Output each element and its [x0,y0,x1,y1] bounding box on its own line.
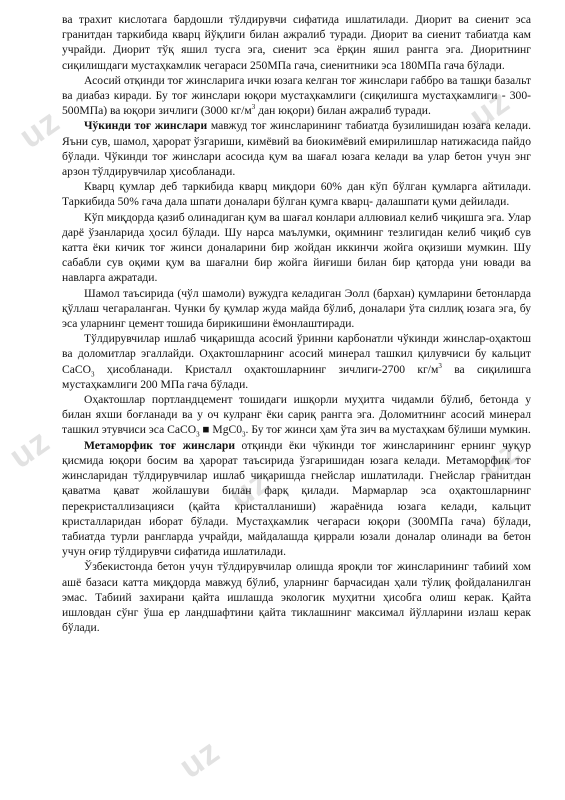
paragraph-text: ■ MgC0 [199,423,243,437]
watermark: uz [2,422,57,477]
paragraph-text: Тўлдирувчилар ишлаб чиқаришда асосий ўринни карбонатли чўкинди жинслар-оҳактош ва доломитлар эгаллайди. Оҳактошларнинг асосий минерал ташкил қилувчиси бу кальцит CaCO [62,332,531,376]
document-body [62,12,531,635]
section-heading: Метаморфик тоғ жинслари [84,438,235,452]
paragraph-text: Шамол таъсирида (чўл шамоли) вужудга келадиган Эолл (бархан) қумларини бетонларда қўллаш чегараланган. Чунки бу қумлар жуда майда бўлиб, доналари ўта силлиқ юзага эга, бу эса уларнинг цемент тошида бирикишини ёмонлаштиради. [62,286,531,331]
paragraph-text: отқинди ёки чўкинди тоғ жинсларининг ернинг чуқур қисмида юқори босим ва ҳарорат таъсирида ўзгаришидан юзага келади. Метаморфик тоғ жинсларидан тўлдирувчилар ишлаб чиқаришда гнейслар ишлатилади. Гнейслар гранитдан қаватма қават жойлашуви билан фарқ қилади. Мармарлар эса оҳактошларнинг перекристаллизацияси (қайта кристалланиши) жараёнида юзага келади, кальцит кристалларидан иборат бўлади. Мустаҳкамлик чегараси юқори (300МПа гача) бўлади, табиатда турли рангларда учрайди, майдалашда қиррали юзали доналар олинади ва бетон учун оғир тўлдирувчи сифатида ишлатилади. [62,438,531,559]
subscript: 3 [242,430,246,439]
paragraph-text: дан юқори) билан ажралиб туради. [255,104,431,118]
subscript: 3 [196,430,200,439]
paragraph-text: Оҳактошлар портландцемент тошидаги ишқорли муҳитга чидамли бўлиб, бетонда у билан яхши боғланади ва у оч кулранг ёки сариқ рангга эга. Доломитнинг асосий минерал ташкил этувчиси эса CaCO [62,393,531,437]
paragraph-text: ҳисобланади. Кристалл оҳактошларнинг зичлиги-2700 кг/м [94,362,439,376]
paragraph-text: Ўзбекистонда бетон учун тўлдирувчилар олишда яроқли тоғ жинсларининг табиий хом ашё базаси катта миқдорда мавжуд бўлиб, уларнинг барчасидан ҳали тўлиқ фойдаланилган эмас. Табиий захирани қайта ишлашда экологик муҳитни ҳисобга олиш керак. Қайта ишловдан сўнг ўша ер ландшафтини қайта тиклашнинг максимал йўлларини излаш керак бўлади. [62,560,531,635]
subscript: 3 [90,369,95,378]
paragraph-text: ва сиқилишга мустаҳкамлиги 200 МПа гача бўлади. [62,362,531,391]
superscript: 3 [251,103,256,112]
watermark: uz [472,432,527,487]
paragraph-text: мавжуд тоғ жинсларининг табиатда бузилишидан юзага келади. Яъни сув, шамол, ҳарорат ўзгариши, кимёвий ва биокимёвий емирилишлар натижасида пайдо бўлади. Чўкинди тоғ жинслари асосида қум ва шағал юзага келади ва улар бетон учун энг арзон тўлдирувчилар ҳисобланади. [62,119,531,179]
paragraph [62,73,531,119]
paragraph [62,331,531,392]
paragraph-text: Асосий отқинди тоғ жинсларига ички юзага келган тоғ жинслари габбро ва ташқи базальт ва диабаз киради. Бу тоғ жинслари юқори мустаҳкамлиги (сиқилишга мустаҳкамлиги - 300-500МПа) ва юқори зичлиги (3000 кг/м [62,73,531,118]
watermark: uz [172,732,227,787]
paragraph-text: Кварц қумлар деб таркибида кварц миқдори 60% дан кўп бўлган қумларга айтилади. Таркибида 50% гача дала шпати доналари бўлган қумга кварц- далашпати қуми дейилади. [62,180,531,209]
document-page [62,12,531,635]
paragraph-text: . Бу тоғ жинси ҳам ўта зич ва мустаҳкам бўлиши мумкин. [245,423,531,437]
paragraph [62,210,531,286]
paragraph [62,118,531,179]
paragraph [62,12,531,73]
superscript: 3 [438,361,442,370]
paragraph-text: ва трахит кислотага бардошли тўлдирувчи сифатида ишлатилади. Диорит ва сиенит эса гранитдан таркибида кварц йўқлиги билан ажралиб туради. Диорит ва сиенит табиатда кам учрайди. Диорит тўқ яшил тусга эга, сиенит эса ёрқин яшил рангга эга. Диоритнинг сиқилишдаги мустаҳкамлик чегараси 250МПа гача, сиенитники эса 180МПа гача бўлади. [62,13,531,72]
watermark: uz [462,82,517,137]
paragraph [62,438,531,560]
paragraph [62,286,531,332]
paragraph [62,392,531,438]
watermark: uz [12,102,67,157]
paragraph-text: Кўп миқдорда қазиб олинадиган қум ва шағал конлари аллювиал келиб чиқишга эга. Улар дарё ўзанларида ҳосил бўлади. Шу нарса маълумки, оқимнинг тезлигидан келиб чиқиб сув катта ёки кичик тоғ жинси доналарини бир жойдан иккинчи жойга оқизиши мумкин. Шу сабабли сув оқими қум ва шағални бир жойга йиғиши билан бир қаторда уни ювади ва навларга ажратади. [62,210,531,285]
section-heading: Чўкинди тоғ жинслари [84,119,208,133]
watermark: uz [222,462,277,517]
paragraph [62,179,531,209]
paragraph [62,559,531,635]
